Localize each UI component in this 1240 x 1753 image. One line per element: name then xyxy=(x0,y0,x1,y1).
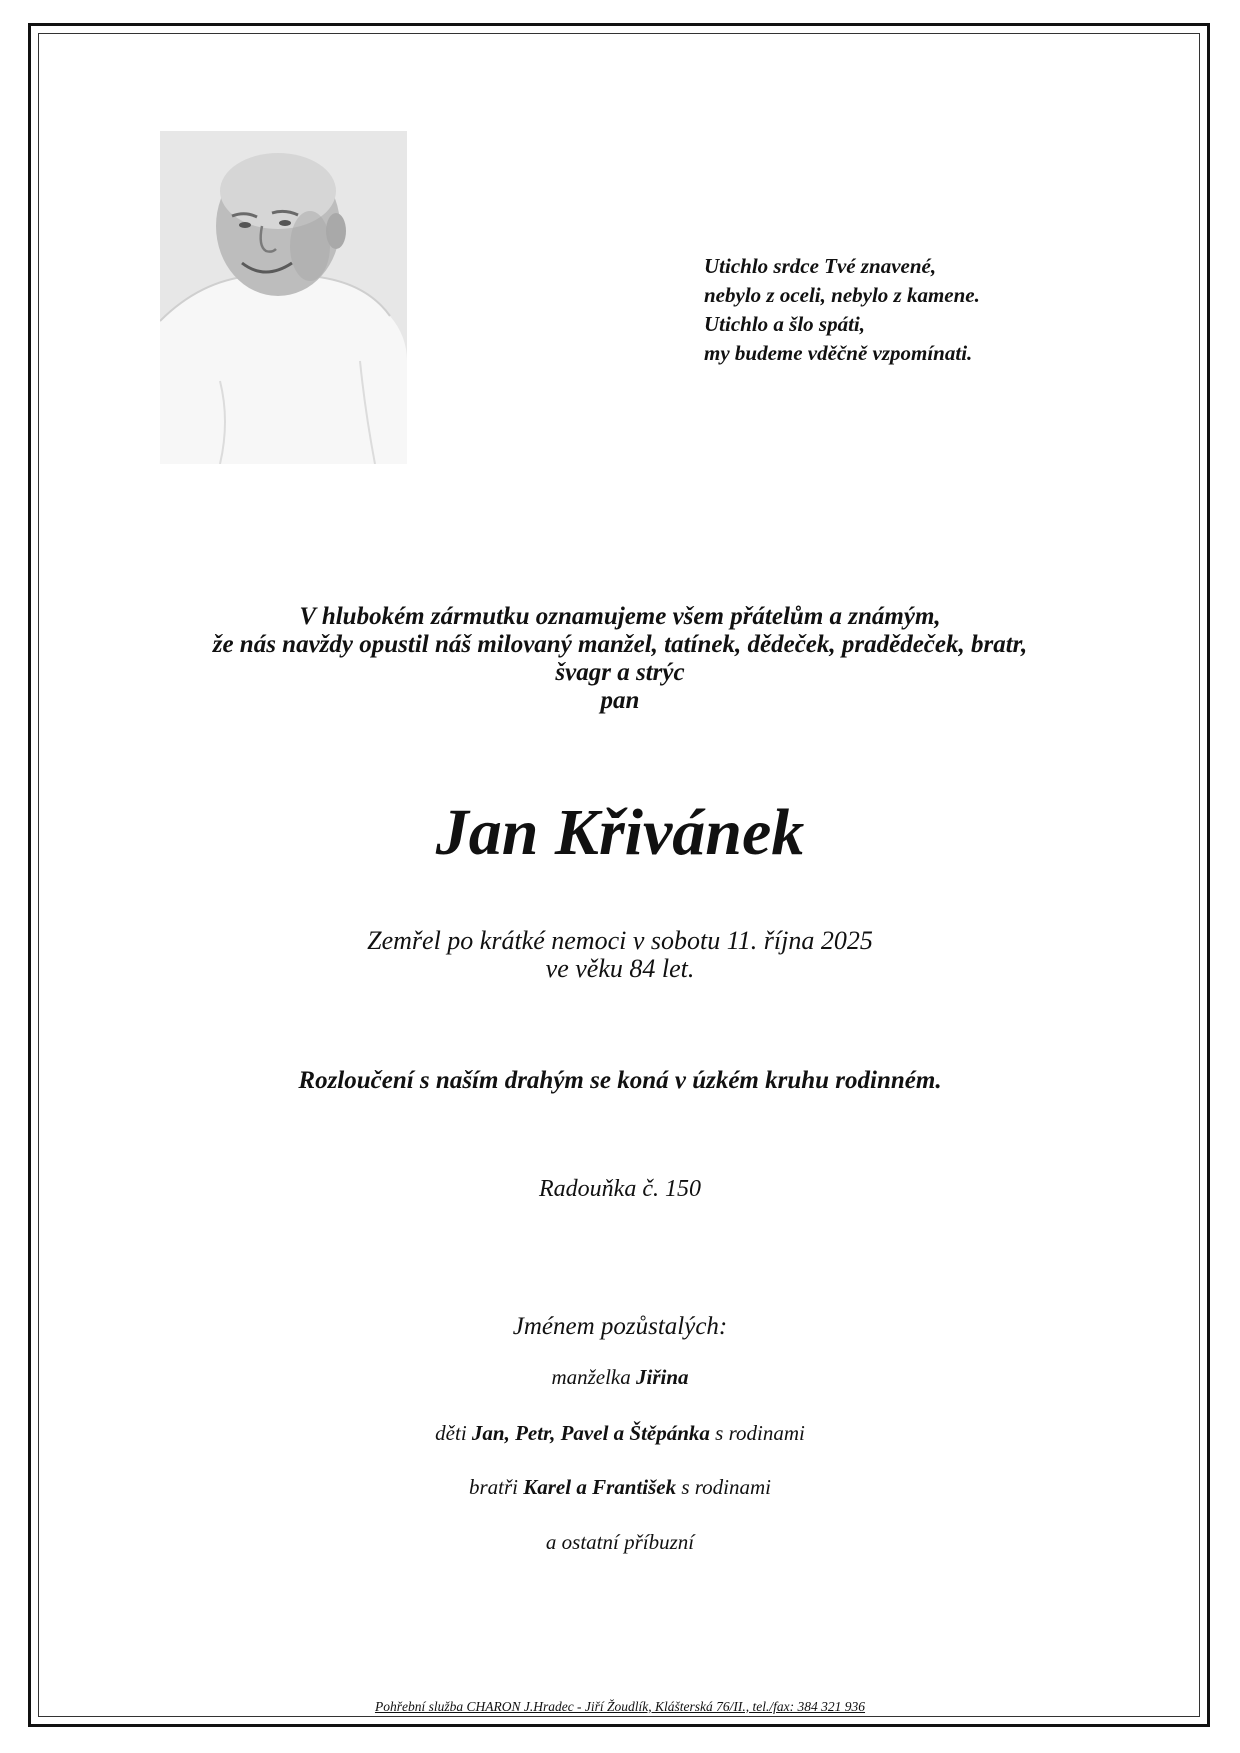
bereaved-wife xyxy=(0,1363,1240,1391)
bereaved-children xyxy=(0,1419,1240,1447)
poem-line: my budeme vděčně vzpomínati. xyxy=(704,341,973,365)
brothers-suffix: s rodinami xyxy=(681,1475,772,1499)
children-prefix: děti xyxy=(435,1421,467,1445)
bereaved-others: a ostatní příbuzní xyxy=(545,1530,695,1554)
deceased-name: Jan Křivánek xyxy=(435,796,805,869)
funeral-service-footer: Pohřební služba CHARON J.Hradec - Jiří Žoudlík, Klášterská 76/II., tel./fax: 384 321 936 xyxy=(374,1699,866,1714)
age-line: ve věku 84 let. xyxy=(545,954,695,983)
poem-line: Utichlo a šlo spáti, xyxy=(704,312,866,336)
death-line: Zemřel po krátké nemoci v sobotu 11. října 2025 xyxy=(367,926,873,955)
children-names: Jan, Petr, Pavel a Štěpánka xyxy=(471,1421,710,1445)
bereaved-brothers xyxy=(0,1473,1240,1501)
poem xyxy=(704,252,1124,368)
bereaved-title: Jménem pozůstalých: xyxy=(512,1313,728,1340)
death-details xyxy=(0,927,1240,983)
announcement xyxy=(0,603,1240,715)
portrait-photo xyxy=(160,131,407,464)
poem-line: nebylo z oceli, nebylo z kamene. xyxy=(704,283,980,307)
announcement-line: švagr a strýc xyxy=(555,659,685,686)
brothers-names: Karel a František xyxy=(523,1475,677,1499)
wife-name: Jiřina xyxy=(636,1365,689,1389)
brothers-prefix: bratři xyxy=(468,1475,518,1499)
announcement-line: V hlubokém zármutku oznamujeme všem přátelům a známým, xyxy=(299,603,941,630)
announcement-line: že nás navždy opustil náš milovaný manžel, tatínek, dědeček, pradědeček, bratr, xyxy=(212,631,1028,658)
announcement-line: pan xyxy=(600,687,640,714)
poem-line: Utichlo srdce Tvé znavené, xyxy=(704,254,937,278)
wife-prefix: manželka xyxy=(551,1365,631,1389)
address: Radouňka č. 150 xyxy=(539,1176,701,1202)
children-suffix: s rodinami xyxy=(715,1421,805,1445)
farewell-notice: Rozloučení s naším drahým se koná v úzkém kruhu rodinném. xyxy=(298,1067,942,1094)
